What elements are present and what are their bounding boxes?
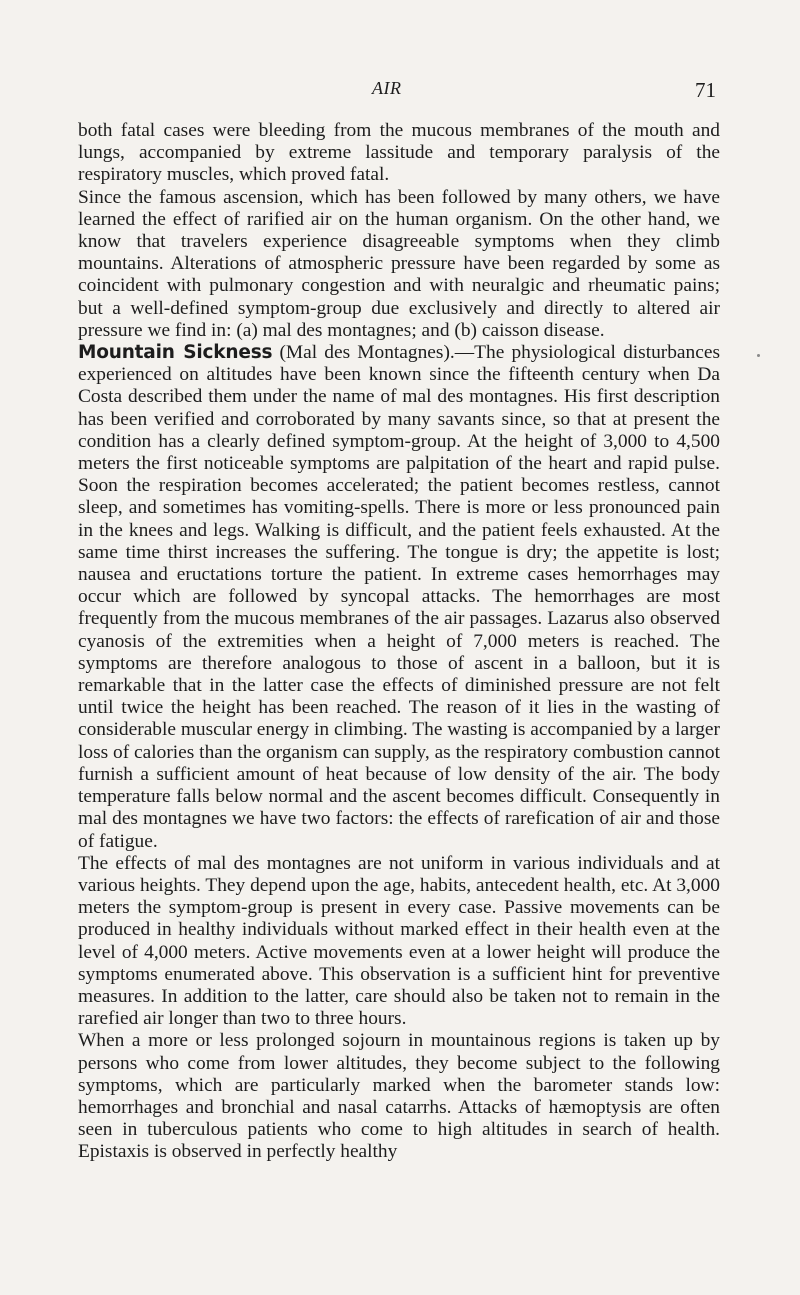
paragraph-2: Since the famous ascension, which has been followed by many others, we have learned the effect of rarified air on the human organism. On the other hand, we know that travelers experience disagreeable symptoms when they climb mountains. Alterations of atmospheric pressure have been regarded by some as coincident with pulmonary congestion and with neuralgic and rheumatic pains; but a well-defined symptom-group due exclusively and directly to altered air pressure we find in: (a) mal des montagnes; and (b) caisson disease. (78, 186, 720, 341)
section-heading: Mountain Sickness (78, 342, 273, 364)
running-title: AIR (372, 78, 402, 98)
paragraph-3-text: (Mal des Montagnes).—The physiological disturbances experienced on altitudes have been known since the fifteenth century when Da Costa described them under the name of mal des montagnes. His first description has been verified and corroborated by many savants since, so that at present the condition has a clearly defined symptom-group. At the height of 3,000 to 4,500 meters the first noticeable symptoms are palpitation of the heart and rapid pulse. Soon the respiration becomes accelerated; the patient becomes restless, cannot sleep, and sometimes has vomiting-spells. There is more or less pronounced pain in the knees and legs. Walking is difficult, and the patient feels exhausted. At the same time thirst increases the suffering. The tongue is dry; the appetite is lost; nausea and eructations torture the patient. In extreme cases hemorrhages may occur which are followed by syncopal attacks. The hemorrhages are most frequently from the mucous membranes of the air passages. Lazarus also observed cyanosis of the extremities when a height of 7,000 meters is reached. The symptoms are therefore analogous to those of ascent in a balloon, but it is remarkable that in the latter case the effects of diminished pressure are not felt until twice the height has been reached. The reason of it lies in the wasting of considerable muscular energy in climbing. The wasting is accompanied by a larger loss of calories than the organism can supply, as the respiratory combustion cannot furnish a sufficient amount of heat because of low density of the air. The body temperature falls below normal and the ascent becomes difficult. Consequently in mal des montagnes we have two factors: the effects of rarefication of air and those of fatigue. (78, 342, 720, 852)
body-text (78, 120, 720, 1164)
paragraph-1: both fatal cases were bleeding from the mucous membranes of the mouth and lungs, accompanied by extreme lassitude and temporary paralysis of the respiratory muscles, which proved fatal. (78, 120, 720, 186)
page-header (0, 78, 800, 106)
paragraph-5: When a more or less prolonged sojourn in mountainous regions is taken up by persons who come from lower altitudes, they become subject to the following symptoms, which are particularly marked when the barometer stands low: hemorrhages and bronchial and nasal catarrhs. Attacks of hæmoptysis are often seen in tuberculous patients who come to high altitudes in search of health. Epistaxis is observed in perfectly healthy (78, 1030, 720, 1163)
paper-speck (757, 354, 760, 357)
page-number: 71 (695, 78, 716, 102)
paragraph-4: The effects of mal des montagnes are not uniform in various individuals and at various heights. They depend upon the age, habits, antecedent health, etc. At 3,000 meters the symptom-group is present in every case. Passive movements can be produced in healthy individuals without marked effect in their health even at the level of 4,000 meters. Active movements even at a lower height will produce the symptoms enumerated above. This observation is a sufficient hint for preventive measures. In addition to the latter, care should also be taken not to remain in the rarefied air longer than two to three hours. (78, 852, 720, 1030)
paragraph-3 (78, 342, 720, 853)
